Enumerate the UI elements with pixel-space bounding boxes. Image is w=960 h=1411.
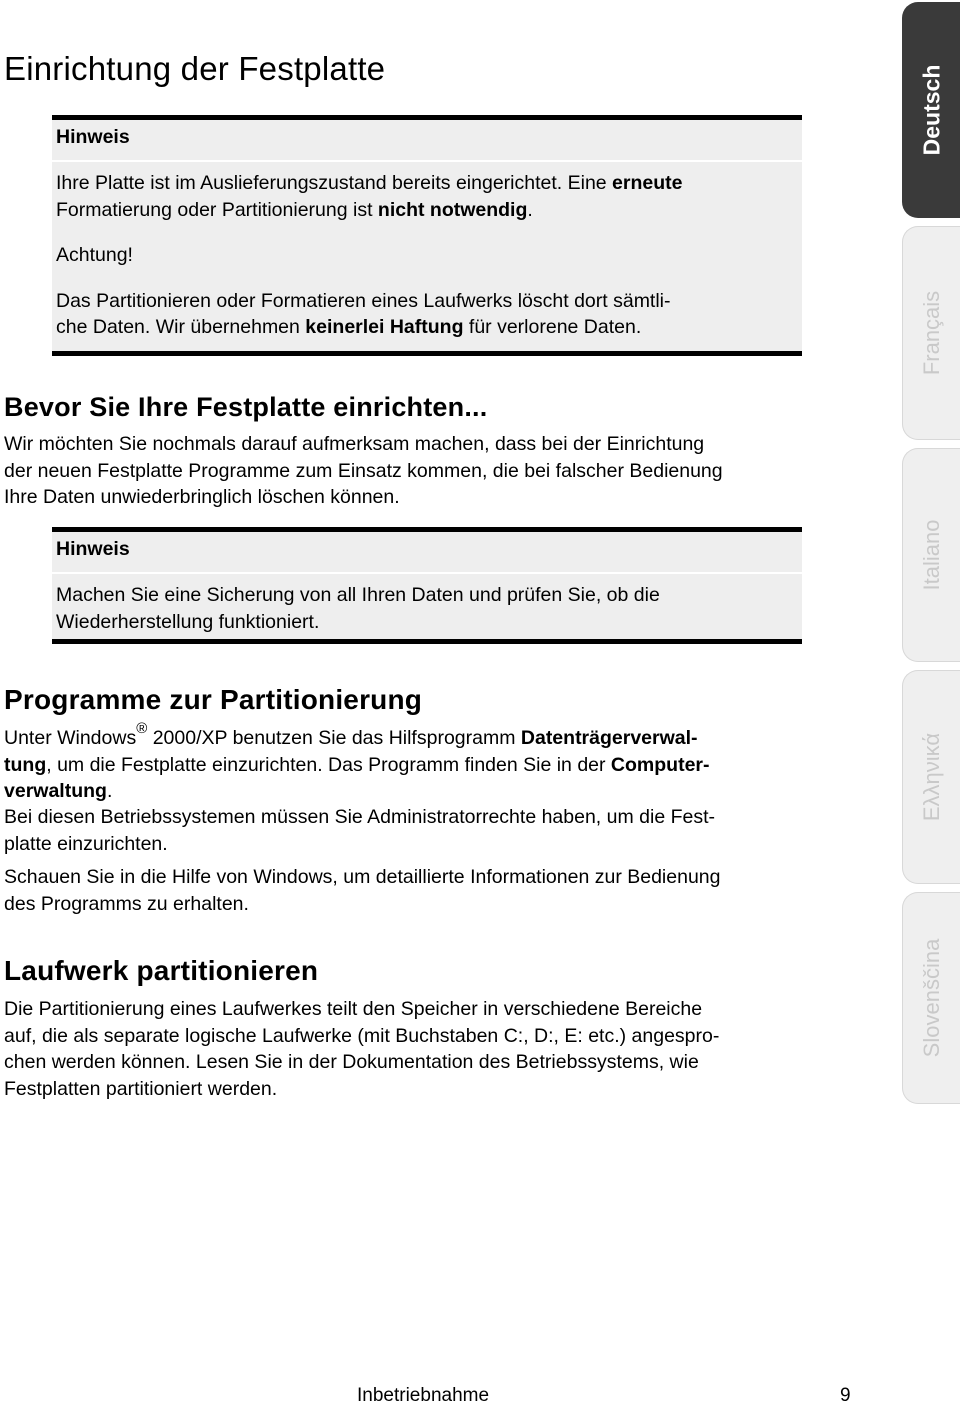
paragraph-line: platte einzurichten.	[4, 832, 168, 855]
paragraph-emphasis: Computer-	[610, 753, 710, 776]
note-title: Hinweis	[52, 532, 802, 574]
note-text	[56, 170, 798, 223]
note-body	[52, 162, 802, 351]
paragraph-line: des Programms zu erhalten.	[4, 892, 249, 915]
partition-paragraph	[4, 996, 854, 1102]
note-text-part: Ihre Platte ist im Auslieferungszustand bereits eingerichtet. Eine	[56, 172, 613, 194]
footer-page-number: 9	[840, 1385, 851, 1406]
before-paragraph	[4, 431, 854, 511]
paragraph-line: Schauen Sie in die Hilfe von Windows, um detaillierte Informationen zur Bedienung	[4, 866, 721, 888]
paragraph-line: der neuen Festplatte Programme zum Einsatz kommen, die bei falscher Bedienung	[4, 459, 723, 482]
section-heading-programs: Programme zur Partitionierung	[4, 684, 423, 715]
paragraph-line: Die Partitionierung eines Laufwerkes teilt den Speicher in verschiedene Bereiche	[4, 998, 703, 1020]
note-text-part: Formatierung oder Partitionierung ist	[56, 198, 378, 221]
page-title: Einrichtung der Festplatte	[4, 50, 386, 87]
paragraph-line: auf, die als separate logische Laufwerke (mit Buchstaben C:, D:, E: etc.) angespro-	[4, 1024, 720, 1047]
language-tab-slovenscina[interactable]	[902, 892, 960, 1104]
paragraph-line: Bei diesen Betriebssystemen müssen Sie Administratorrechte haben, um die Fest-	[4, 806, 716, 828]
note-emphasis: nicht notwendig	[377, 198, 528, 221]
note-title: Hinweis	[52, 120, 802, 162]
warning-title: Achtung!	[56, 244, 133, 266]
registered-mark: ®	[136, 719, 148, 737]
language-tab-greek[interactable]	[902, 670, 960, 884]
note-text-part: .	[527, 198, 533, 221]
language-tab-italiano[interactable]	[902, 448, 960, 662]
programs-paragraph-3	[4, 864, 854, 917]
language-tabs	[900, 0, 960, 1120]
language-tab-label: Deutsch	[918, 64, 945, 156]
language-tab-label: Français	[919, 290, 944, 376]
paragraph-part: Unter Windows	[4, 727, 137, 749]
paragraph-emphasis: verwaltung	[4, 780, 107, 802]
note-emphasis: erneute	[612, 172, 683, 194]
warning-text-part: che Daten. Wir übernehmen	[56, 316, 306, 338]
language-tab-deutsch[interactable]	[902, 2, 960, 218]
warning-text-part: Das Partitionieren oder Formatieren eines Laufwerks löscht dort sämtli-	[56, 289, 671, 312]
note-box-storage	[52, 115, 802, 356]
programs-paragraph-1	[4, 719, 854, 805]
section-heading-partition: Laufwerk partitionieren	[4, 955, 319, 986]
paragraph-emphasis: Datenträgerverwal-	[520, 727, 698, 749]
warning-emphasis: keinerlei Haftung	[305, 316, 464, 338]
paragraph-emphasis: tung	[4, 753, 47, 776]
paragraph-line: Wir möchten Sie nochmals darauf aufmerksam machen, dass bei der Einrichtung	[4, 433, 705, 455]
paragraph-part: 2000/XP benutzen Sie das Hilfsprogramm	[147, 727, 521, 749]
note-text	[56, 582, 798, 635]
warning-text-part: für verlorene Daten.	[463, 316, 642, 338]
language-tab-label: Slovenščina	[919, 938, 944, 1058]
language-tab-francais[interactable]	[902, 226, 960, 440]
footer-chapter: Inbetriebnahme	[357, 1385, 490, 1406]
language-tab-label: Italiano	[919, 519, 944, 591]
note-text-part: Wiederherstellung funktioniert.	[56, 610, 320, 633]
paragraph-part: .	[106, 780, 113, 802]
note-box-backup	[52, 527, 802, 644]
note-body	[52, 574, 802, 639]
section-heading-before: Bevor Sie Ihre Festplatte einrichten...	[4, 392, 488, 422]
paragraph-line: chen werden können. Lesen Sie in der Dokumentation des Betriebssystems, wie	[4, 1051, 699, 1073]
language-tab-label: Ελληνικά	[919, 732, 944, 822]
programs-paragraph-2	[4, 804, 854, 857]
paragraph-part: , um die Festplatte einzurichten. Das Programm finden Sie in der	[46, 753, 611, 776]
note-text-part: Machen Sie eine Sicherung von all Ihren Daten und prüfen Sie, ob die	[56, 584, 660, 606]
paragraph-line: Ihre Daten unwiederbringlich löschen können.	[4, 486, 400, 508]
paragraph-line: Festplatten partitioniert werden.	[4, 1077, 278, 1100]
warning-text	[56, 288, 798, 341]
